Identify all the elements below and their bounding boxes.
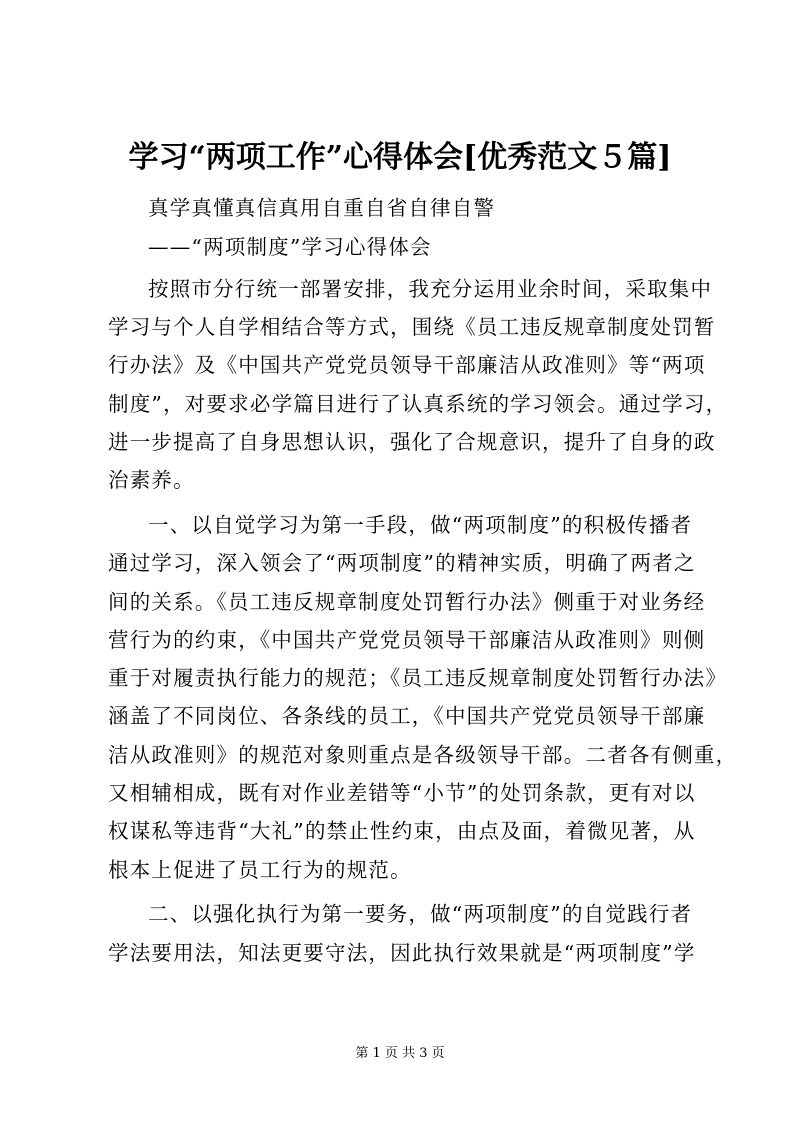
paragraph-line: 又相辅相成，既有对作业差错等“小节”的处罚条款，更有对以 xyxy=(108,781,696,805)
paragraph-line: 进一步提高了自身思想认识，强化了合规意识，提升了自身的政 xyxy=(108,430,716,454)
paragraph-line: 洁从政准则》的规范对象则重点是各级领导干部。二者各有侧重， xyxy=(108,743,738,767)
paragraph-line: 间的关系。《员工违反规章制度处罚暂行办法》侧重于对业务经 xyxy=(108,590,706,614)
paragraph-line: 行办法》及《中国共产党党员领导干部廉洁从政准则》等“两项 xyxy=(108,353,706,377)
paragraph-line: 学法要用法，知法更要守法，因此执行效果就是“两项制度”学 xyxy=(108,941,696,965)
paragraph-line: 根本上促进了员工行为的规范。 xyxy=(108,858,412,882)
paragraph-line: 制度”，对要求必学篇目进行了认真系统的学习领会。通过学习， xyxy=(108,392,728,416)
subtitle-line: 真学真懂真信真用自重自省自律自警 xyxy=(148,196,496,220)
paragraph-line: 营行为的约束，《中国共产党党员领导干部廉洁从政准则》则侧 xyxy=(108,628,706,652)
paragraph-line: 治素养。 xyxy=(108,468,195,492)
paragraph-line: 按照市分行统一部署安排，我充分运用业余时间，采取集中 xyxy=(148,277,713,301)
paragraph-line: 学习与个人自学相结合等方式，围绕《员工违反规章制度处罚暂 xyxy=(108,315,716,339)
paragraph-line: 权谋私等违背“大礼”的禁止性约束，由点及面，着微见著，从 xyxy=(108,819,696,843)
page-footer: 第 1 页 共 3 页 xyxy=(355,1046,445,1061)
paragraph-line: 涵盖了不同岗位、各条线的员工，《中国共产党党员领导干部廉 xyxy=(108,704,706,728)
paragraph-line: 重于对履责执行能力的规范；《员工违反规章制度处罚暂行办法》 xyxy=(108,666,728,690)
document-title: 学习“两项工作”心得体会[优秀范文５篇] xyxy=(128,140,672,175)
section-heading: 二、以强化执行为第一要务，做“两项制度”的自觉践行者 xyxy=(148,902,693,926)
section-heading: 一、以自觉学习为第一手段，做“两项制度”的积极传播者 xyxy=(148,513,693,537)
paragraph-line: 通过学习，深入领会了“两项制度”的精神实质，明确了两者之 xyxy=(108,551,696,575)
subtitle-line: ——“两项制度”学习心得体会 xyxy=(148,235,432,259)
